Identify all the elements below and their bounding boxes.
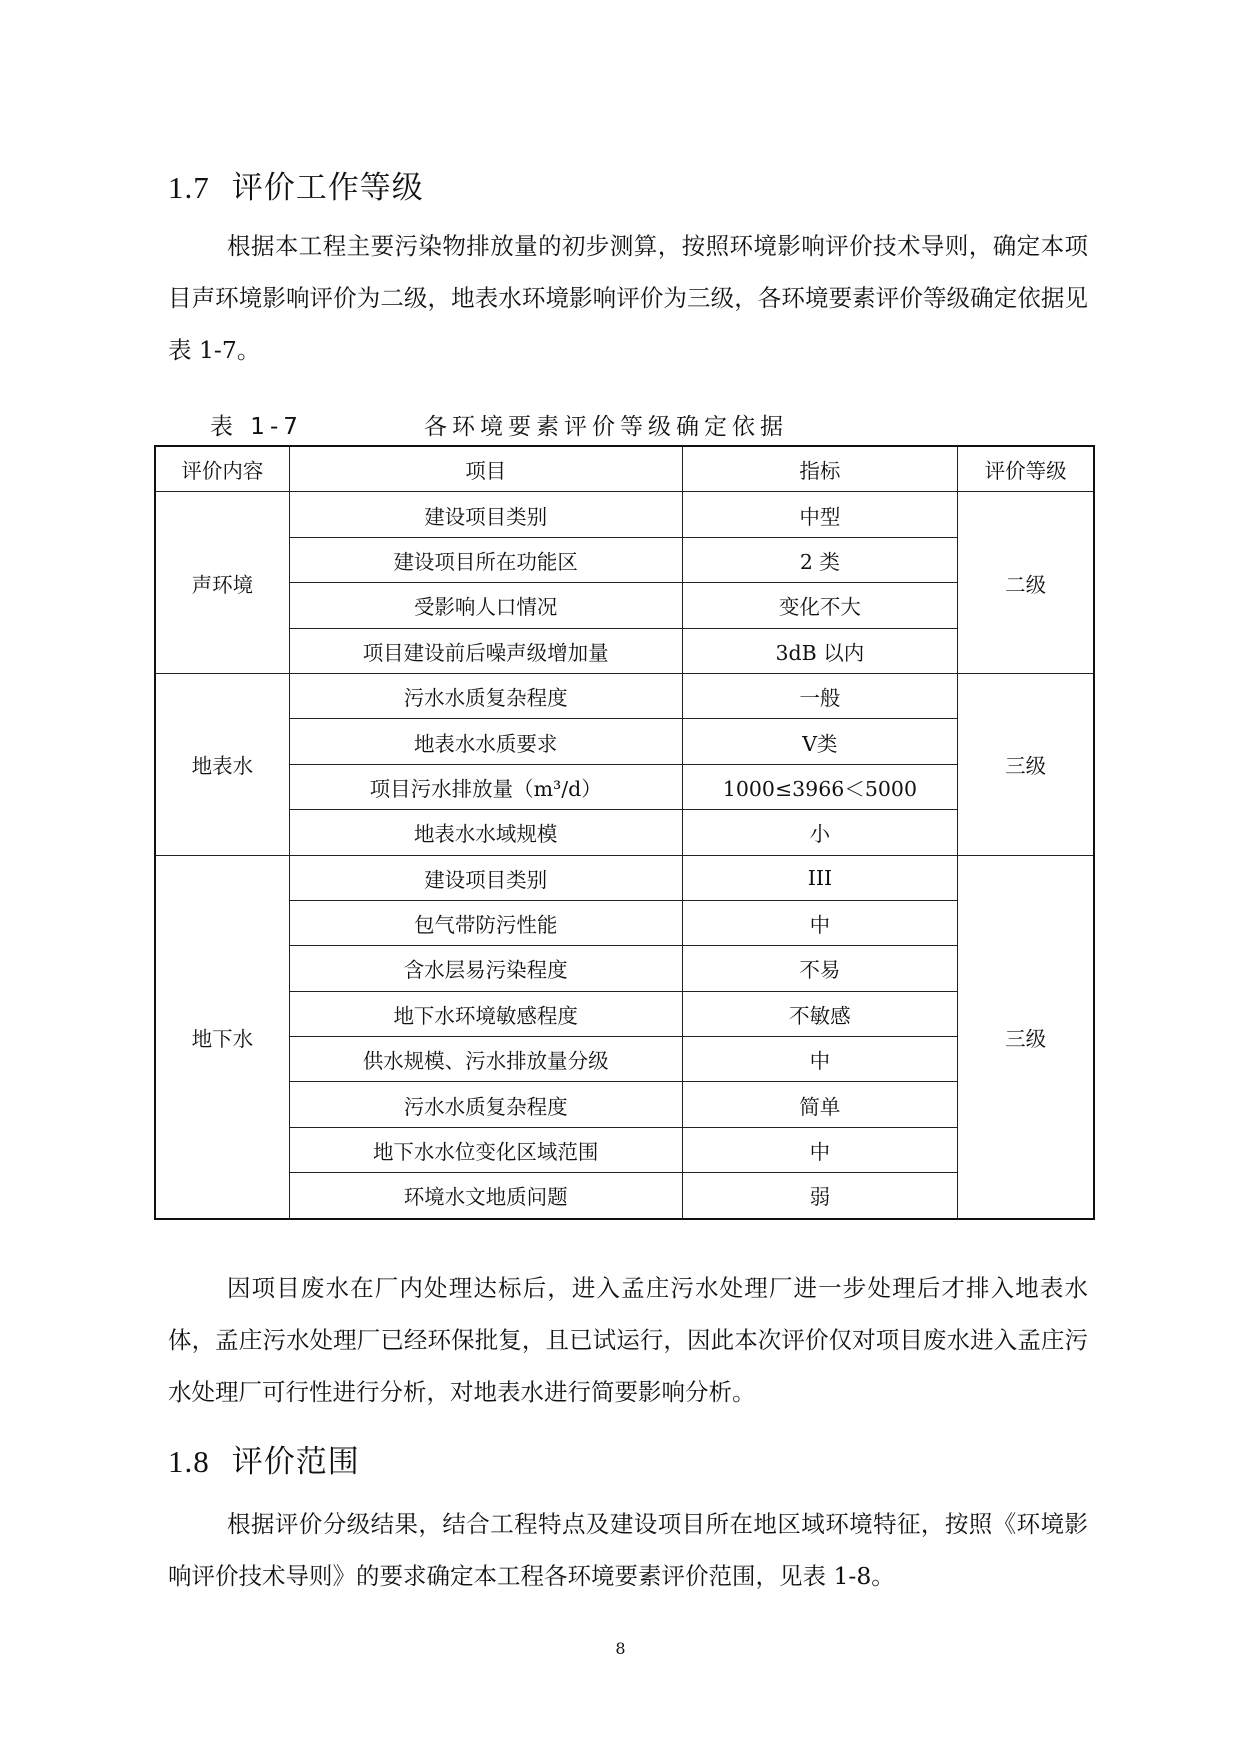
indicator-cell: 小 bbox=[682, 810, 958, 855]
indicator-cell: 中 bbox=[682, 900, 958, 945]
table-row bbox=[155, 1173, 1094, 1219]
indicator-cell: 一般 bbox=[682, 673, 958, 718]
group-cell-surface-water: 地表水 bbox=[155, 673, 289, 855]
section-heading-1-7 bbox=[168, 162, 424, 207]
grade-cell-noise: 二级 bbox=[958, 492, 1094, 674]
item-cell: 环境水文地质问题 bbox=[289, 1173, 682, 1219]
header-cell: 评价内容 bbox=[155, 446, 289, 492]
item-cell: 包气带防污性能 bbox=[289, 900, 682, 945]
indicator-cell: 3dB 以内 bbox=[682, 628, 958, 673]
table-row bbox=[155, 628, 1094, 673]
table-caption-number: 表 1-7 bbox=[210, 414, 303, 440]
indicator-cell: 变化不大 bbox=[682, 583, 958, 628]
table-row bbox=[155, 673, 1094, 718]
table-row bbox=[155, 1037, 1094, 1082]
table-row bbox=[155, 810, 1094, 855]
table-header-row bbox=[155, 446, 1094, 492]
item-cell: 项目建设前后噪声级增加量 bbox=[289, 628, 682, 673]
table-row bbox=[155, 719, 1094, 764]
paragraph-1: 根据本工程主要污染物排放量的初步测算，按照环境影响评价技术导则，确定本项目声环境影响评价为二级，地表水环境影响评价为三级，各环境要素评价等级确定依据见表 1-7。 bbox=[168, 232, 1088, 364]
indicator-cell: 简单 bbox=[682, 1082, 958, 1127]
indicator-cell: 不易 bbox=[682, 946, 958, 991]
indicator-cell: 弱 bbox=[682, 1173, 958, 1219]
table-row bbox=[155, 537, 1094, 582]
indicator-cell: 中 bbox=[682, 1037, 958, 1082]
table-row bbox=[155, 900, 1094, 945]
header-cell: 评价等级 bbox=[958, 446, 1094, 492]
item-cell: 地表水水质要求 bbox=[289, 719, 682, 764]
section-number: 1.8 bbox=[168, 1444, 210, 1479]
grade-basis-table bbox=[154, 445, 1095, 1220]
paragraph-3: 根据评价分级结果，结合工程特点及建设项目所在地区域环境特征，按照《环境影响评价技术导则》的要求确定本工程各环境要素评价范围，见表 1-8。 bbox=[168, 1510, 1088, 1590]
table-row bbox=[155, 1127, 1094, 1172]
item-cell: 建设项目所在功能区 bbox=[289, 537, 682, 582]
indicator-cell: 2 类 bbox=[682, 537, 958, 582]
table-row bbox=[155, 855, 1094, 900]
indicator-cell: 1000≤3966＜5000 bbox=[682, 764, 958, 809]
indicator-cell: 中 bbox=[682, 1127, 958, 1172]
group-cell-noise: 声环境 bbox=[155, 492, 289, 674]
section-title: 评价工作等级 bbox=[231, 170, 424, 206]
grade-cell-groundwater: 三级 bbox=[958, 855, 1094, 1219]
header-cell: 指标 bbox=[682, 446, 958, 492]
group-cell-groundwater: 地下水 bbox=[155, 855, 289, 1219]
page-number: 8 bbox=[615, 1639, 626, 1658]
item-cell: 供水规模、污水排放量分级 bbox=[289, 1037, 682, 1082]
item-cell: 污水水质复杂程度 bbox=[289, 673, 682, 718]
section-title: 评价范围 bbox=[231, 1444, 360, 1480]
item-cell: 地表水水域规模 bbox=[289, 810, 682, 855]
paragraph-2: 因项目废水在厂内处理达标后，进入孟庄污水处理厂进一步处理后才排入地表水体，孟庄污水处理厂已经环保批复，且已试运行，因此本次评价仅对项目废水进入孟庄污水处理厂可行性进行分析，对地表水进行简要影响分析。 bbox=[168, 1274, 1088, 1406]
item-cell: 受影响人口情况 bbox=[289, 583, 682, 628]
table-caption-title: 各环境要素评价等级确定依据 bbox=[424, 414, 788, 440]
item-cell: 含水层易污染程度 bbox=[289, 946, 682, 991]
item-cell: 地下水水位变化区域范围 bbox=[289, 1127, 682, 1172]
item-cell: 项目污水排放量（m³/d） bbox=[289, 764, 682, 809]
indicator-cell: Ⅴ类 bbox=[682, 719, 958, 764]
table-row bbox=[155, 946, 1094, 991]
item-cell: 污水水质复杂程度 bbox=[289, 1082, 682, 1127]
section-heading-1-8 bbox=[168, 1436, 360, 1481]
table-row bbox=[155, 991, 1094, 1036]
indicator-cell: 不敏感 bbox=[682, 991, 958, 1036]
table-row bbox=[155, 764, 1094, 809]
table-row bbox=[155, 583, 1094, 628]
item-cell: 建设项目类别 bbox=[289, 492, 682, 537]
item-cell: 建设项目类别 bbox=[289, 855, 682, 900]
grade-cell-surface-water: 三级 bbox=[958, 673, 1094, 855]
table-caption bbox=[210, 408, 788, 441]
item-cell: 地下水环境敏感程度 bbox=[289, 991, 682, 1036]
table-row bbox=[155, 492, 1094, 537]
section-number: 1.7 bbox=[168, 170, 210, 205]
indicator-cell: 中型 bbox=[682, 492, 958, 537]
header-cell: 项目 bbox=[289, 446, 682, 492]
table-row bbox=[155, 1082, 1094, 1127]
indicator-cell: III bbox=[682, 855, 958, 900]
